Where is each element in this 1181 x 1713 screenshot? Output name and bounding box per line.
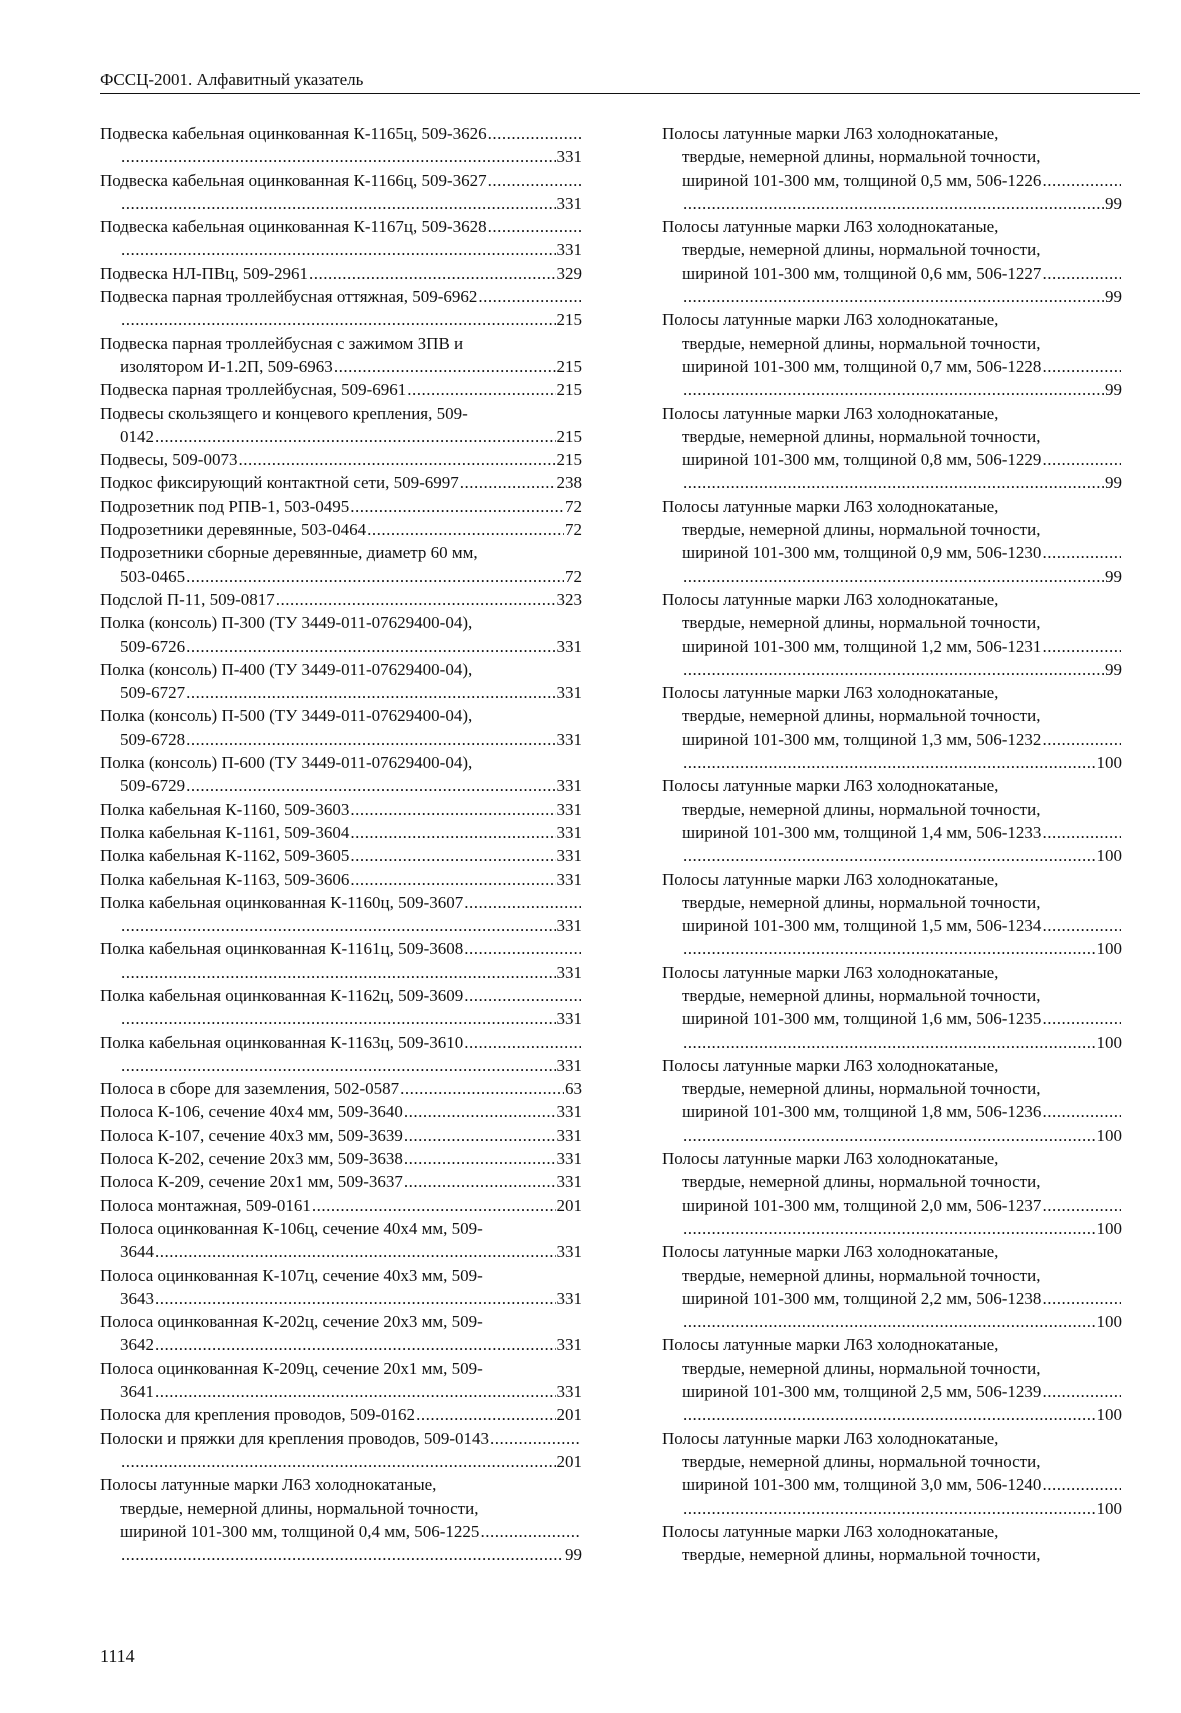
entry-text: Полка (консоль) П-500 (ТУ 3449-011-07629400-04), bbox=[100, 706, 473, 726]
index-entry bbox=[100, 1031, 582, 1078]
page-ref: 331 bbox=[556, 240, 582, 260]
leader-dots bbox=[1042, 262, 1121, 285]
entry-text: Полосы латунные марки Л63 холоднокатаные, bbox=[662, 683, 999, 703]
entry-text: шириной 101-300 мм, толщиной 0,7 мм, 506-1228 bbox=[682, 356, 1042, 376]
page-ref: 215 bbox=[556, 450, 582, 470]
entry-text: шириной 101-300 мм, толщиной 1,6 мм, 506-1235 bbox=[682, 1009, 1042, 1029]
leader-dots bbox=[488, 169, 581, 192]
entry-text: Полка кабельная К-1161, 509-3604 bbox=[100, 822, 350, 842]
leader-dots bbox=[404, 1170, 556, 1193]
index-entry bbox=[662, 495, 1122, 588]
leader-dots bbox=[683, 471, 1104, 494]
entry-text: Подвеска кабельная оцинкованная К-1166ц, 509-3627 bbox=[100, 170, 487, 190]
page-ref: 331 bbox=[556, 1149, 582, 1169]
page-ref: 331 bbox=[556, 822, 582, 842]
page-ref: 331 bbox=[556, 1125, 582, 1145]
index-entry bbox=[662, 774, 1122, 867]
entry-text: твердые, немерной длины, нормальной точности, bbox=[682, 799, 1041, 819]
index-entry bbox=[662, 681, 1122, 774]
page-ref: 331 bbox=[556, 1288, 582, 1308]
page-ref: 100 bbox=[1096, 1312, 1122, 1332]
entry-text: шириной 101-300 мм, толщиной 1,8 мм, 506-1236 bbox=[682, 1102, 1042, 1122]
page-ref: 72 bbox=[565, 496, 582, 516]
index-entry bbox=[100, 1124, 582, 1147]
entry-text: шириной 101-300 мм, толщиной 3,0 мм, 506-1240 bbox=[682, 1475, 1042, 1495]
leader-dots bbox=[683, 1217, 1096, 1240]
leader-dots bbox=[121, 914, 556, 937]
leader-dots bbox=[334, 355, 556, 378]
index-entry bbox=[100, 378, 582, 401]
index-entry bbox=[100, 1310, 582, 1357]
leader-dots bbox=[350, 868, 555, 891]
leader-dots bbox=[121, 145, 556, 168]
entry-text: шириной 101-300 мм, толщиной 2,0 мм, 506-1237 bbox=[682, 1195, 1042, 1215]
index-entry bbox=[100, 798, 582, 821]
entry-text: твердые, немерной длины, нормальной точности, bbox=[682, 1451, 1041, 1471]
leader-dots bbox=[1042, 1287, 1121, 1310]
index-entry bbox=[100, 332, 582, 379]
leader-dots bbox=[121, 192, 556, 215]
page-ref: 99 bbox=[565, 1545, 582, 1565]
leader-dots bbox=[350, 798, 555, 821]
page-ref: 99 bbox=[1105, 473, 1122, 493]
entry-text: Полосы латунные марки Л63 холоднокатаные, bbox=[662, 124, 999, 143]
page-ref: 215 bbox=[556, 310, 582, 330]
page-ref: 331 bbox=[556, 846, 582, 866]
page-number: 1114 bbox=[100, 1646, 135, 1666]
page-ref: 331 bbox=[556, 683, 582, 703]
index-entry bbox=[662, 1147, 1122, 1240]
entry-text: Подрозетники сборные деревянные, диаметр 60 мм, bbox=[100, 543, 478, 563]
page-ref: 331 bbox=[556, 1172, 582, 1192]
page-ref: 215 bbox=[556, 356, 582, 376]
leader-dots bbox=[683, 1310, 1096, 1333]
entry-text: 3644 bbox=[120, 1242, 154, 1262]
leader-dots bbox=[683, 378, 1104, 401]
index-entry bbox=[662, 1427, 1122, 1520]
leader-dots bbox=[155, 1240, 556, 1263]
leader-dots bbox=[488, 215, 581, 238]
page-ref: 331 bbox=[556, 916, 582, 936]
leader-dots bbox=[464, 984, 581, 1007]
entry-text: твердые, немерной длины, нормальной точности, bbox=[682, 1545, 1041, 1565]
index-entry bbox=[100, 169, 582, 216]
entry-text: Полосы латунные марки Л63 холоднокатаные, bbox=[662, 1242, 999, 1262]
leader-dots bbox=[1042, 1100, 1121, 1123]
leader-dots bbox=[121, 1450, 556, 1473]
entry-text: шириной 101-300 мм, толщиной 0,5 мм, 506-1226 bbox=[682, 170, 1042, 190]
page-ref: 331 bbox=[556, 1102, 582, 1122]
index-entry bbox=[100, 1264, 582, 1311]
index-entry bbox=[662, 961, 1122, 1054]
entry-text: Полосы латунные марки Л63 холоднокатаные, bbox=[662, 1055, 999, 1075]
entry-text: твердые, немерной длины, нормальной точности, bbox=[682, 1265, 1041, 1285]
entry-text: Полоса К-107, сечение 40х3 мм, 509-3639 bbox=[100, 1125, 403, 1145]
leader-dots bbox=[464, 937, 581, 960]
leader-dots bbox=[1042, 448, 1121, 471]
entry-text: шириной 101-300 мм, толщиной 2,2 мм, 506-1238 bbox=[682, 1288, 1042, 1308]
entry-text: твердые, немерной длины, нормальной точности, bbox=[682, 333, 1041, 353]
leader-dots bbox=[1042, 1380, 1121, 1403]
page-ref: 100 bbox=[1096, 1218, 1122, 1238]
page-ref: 331 bbox=[556, 776, 582, 796]
index-entry bbox=[100, 1403, 582, 1426]
index-entry bbox=[662, 1240, 1122, 1333]
index-entry bbox=[100, 704, 582, 751]
index-entry bbox=[100, 937, 582, 984]
entry-text: Полосы латунные марки Л63 холоднокатаные, bbox=[662, 1428, 999, 1448]
leader-dots bbox=[478, 285, 581, 308]
entry-text: 509-6728 bbox=[120, 729, 186, 749]
entry-text: твердые, немерной длины, нормальной точности, bbox=[682, 985, 1041, 1005]
index-entry bbox=[100, 1217, 582, 1264]
entry-text: твердые, немерной длины, нормальной точности, bbox=[682, 892, 1041, 912]
leader-dots bbox=[683, 1403, 1096, 1426]
entry-text: шириной 101-300 мм, толщиной 0,9 мм, 506-1230 bbox=[682, 543, 1042, 563]
index-entry bbox=[662, 402, 1122, 495]
page-ref: 201 bbox=[556, 1195, 582, 1215]
page-ref: 331 bbox=[556, 193, 582, 213]
entry-text: шириной 101-300 мм, толщиной 0,4 мм, 506-1225 bbox=[120, 1521, 480, 1541]
entry-text: Полоски и пряжки для крепления проводов, 509-0143 bbox=[100, 1428, 489, 1448]
page-ref: 100 bbox=[1096, 939, 1122, 959]
index-entry bbox=[662, 1520, 1122, 1567]
header-rule bbox=[100, 93, 1140, 94]
page-ref: 72 bbox=[565, 520, 582, 540]
entry-text: твердые, немерной длины, нормальной точности, bbox=[682, 520, 1041, 540]
entry-text: шириной 101-300 мм, толщиной 1,4 мм, 506-1233 bbox=[682, 822, 1042, 842]
entry-text: Полосы латунные марки Л63 холоднокатаные, bbox=[662, 496, 999, 516]
entry-text: Подрозетник под РПВ-1, 503-0495 bbox=[100, 496, 350, 516]
leader-dots bbox=[1042, 728, 1121, 751]
index-column-right bbox=[662, 122, 1122, 1566]
entry-text: Полка (консоль) П-300 (ТУ 3449-011-07629400-04), bbox=[100, 613, 473, 633]
entry-text: 509-6726 bbox=[120, 636, 186, 656]
entry-text: шириной 101-300 мм, толщиной 1,2 мм, 506-1231 bbox=[682, 636, 1042, 656]
entry-text: Полосы латунные марки Л63 холоднокатаные, bbox=[662, 776, 999, 796]
running-header: ФССЦ-2001. Алфавитный указатель bbox=[100, 70, 364, 89]
page-ref: 100 bbox=[1096, 1405, 1122, 1425]
leader-dots bbox=[683, 192, 1104, 215]
entry-text: Полосы латунные марки Л63 холоднокатаные, bbox=[100, 1475, 437, 1495]
leader-dots bbox=[1042, 1473, 1121, 1496]
leader-dots bbox=[238, 448, 555, 471]
leader-dots bbox=[404, 1147, 556, 1170]
leader-dots bbox=[460, 471, 556, 494]
entry-text: Подкос фиксирующий контактной сети, 509-6997 bbox=[100, 473, 459, 493]
page-ref: 100 bbox=[1096, 753, 1122, 773]
entry-text: изолятором И-1.2П, 509-6963 bbox=[120, 356, 333, 376]
leader-dots bbox=[186, 774, 555, 797]
leader-dots bbox=[121, 238, 556, 261]
page-ref: 100 bbox=[1096, 1498, 1122, 1518]
page-ref: 331 bbox=[556, 147, 582, 167]
entry-text: Полоска для крепления проводов, 509-0162 bbox=[100, 1405, 416, 1425]
entry-text: Полоса оцинкованная К-209ц, сечение 20х1 мм, 509- bbox=[100, 1358, 483, 1378]
entry-text: Подвеска кабельная оцинкованная К-1165ц, 509-3626 bbox=[100, 124, 487, 143]
leader-dots bbox=[121, 1007, 556, 1030]
index-entry bbox=[100, 215, 582, 262]
leader-dots bbox=[683, 1031, 1096, 1054]
entry-text: Полосы латунные марки Л63 холоднокатаные, bbox=[662, 1335, 999, 1355]
entry-text: твердые, немерной длины, нормальной точности, bbox=[682, 426, 1041, 446]
page-ref: 215 bbox=[556, 380, 582, 400]
entry-text: Полоса оцинкованная К-107ц, сечение 40х3 мм, 509- bbox=[100, 1265, 483, 1285]
entry-text: Подвесы, 509-0073 bbox=[100, 450, 238, 470]
leader-dots bbox=[683, 658, 1104, 681]
index-entry bbox=[100, 495, 582, 518]
leader-dots bbox=[155, 1333, 556, 1356]
leader-dots bbox=[480, 1520, 581, 1543]
entry-text: Полка (консоль) П-400 (ТУ 3449-011-07629400-04), bbox=[100, 659, 473, 679]
page-ref: 215 bbox=[556, 426, 582, 446]
entry-text: шириной 101-300 мм, толщиной 2,5 мм, 506-1239 bbox=[682, 1382, 1042, 1402]
index-entry bbox=[662, 122, 1122, 215]
entry-text: Полка кабельная оцинкованная К-1160ц, 509-3607 bbox=[100, 892, 464, 912]
entry-text: твердые, немерной длины, нормальной точности, bbox=[682, 1358, 1041, 1378]
index-entry bbox=[100, 751, 582, 798]
entry-text: 509-6729 bbox=[120, 776, 186, 796]
entry-text: Полка кабельная К-1163, 509-3606 bbox=[100, 869, 350, 889]
entry-text: Полосы латунные марки Л63 холоднокатаные, bbox=[662, 589, 999, 609]
index-entry bbox=[100, 984, 582, 1031]
entry-text: Полка кабельная оцинкованная К-1163ц, 509-3610 bbox=[100, 1032, 464, 1052]
entry-text: Подвесы скользящего и концевого крепления, 509- bbox=[100, 403, 468, 423]
entry-text: Полоса оцинкованная К-106ц, сечение 40х4 мм, 509- bbox=[100, 1218, 483, 1238]
page-ref: 99 bbox=[1105, 287, 1122, 307]
index-entry bbox=[100, 285, 582, 332]
leader-dots bbox=[416, 1403, 555, 1426]
entry-text: шириной 101-300 мм, толщиной 1,5 мм, 506-1234 bbox=[682, 916, 1042, 936]
leader-dots bbox=[350, 821, 555, 844]
entry-text: Полосы латунные марки Л63 холоднокатаные, bbox=[662, 1521, 999, 1541]
entry-text: Полоса К-209, сечение 20х1 мм, 509-3637 bbox=[100, 1172, 403, 1192]
index-entry bbox=[100, 1147, 582, 1170]
index-entry bbox=[100, 262, 582, 285]
entry-text: 3641 bbox=[120, 1382, 154, 1402]
page-ref: 201 bbox=[556, 1451, 582, 1471]
entry-text: Полоса в сборе для заземления, 502-0587 bbox=[100, 1079, 400, 1099]
entry-text: шириной 101-300 мм, толщиной 0,8 мм, 506-1229 bbox=[682, 450, 1042, 470]
page-ref: 329 bbox=[556, 263, 582, 283]
leader-dots bbox=[155, 1380, 556, 1403]
entry-text: 0142 bbox=[120, 426, 154, 446]
entry-text: Полосы латунные марки Л63 холоднокатаные, bbox=[662, 310, 999, 330]
page-ref: 331 bbox=[556, 962, 582, 982]
index-entry bbox=[100, 1100, 582, 1123]
leader-dots bbox=[683, 565, 1104, 588]
leader-dots bbox=[1042, 541, 1121, 564]
page-ref: 331 bbox=[556, 1055, 582, 1075]
leader-dots bbox=[1042, 635, 1121, 658]
index-entry bbox=[100, 658, 582, 705]
page-ref: 331 bbox=[556, 1009, 582, 1029]
entry-text: твердые, немерной длины, нормальной точности, bbox=[682, 613, 1041, 633]
page-ref: 331 bbox=[556, 1382, 582, 1402]
entry-text: твердые, немерной длины, нормальной точности, bbox=[682, 1172, 1041, 1192]
leader-dots bbox=[1042, 169, 1121, 192]
index-entry bbox=[100, 588, 582, 611]
index-entry bbox=[100, 541, 582, 588]
leader-dots bbox=[155, 425, 556, 448]
index-entry bbox=[662, 868, 1122, 961]
leader-dots bbox=[400, 1077, 564, 1100]
page-ref: 331 bbox=[556, 1242, 582, 1262]
entry-text: Полоса К-202, сечение 20х3 мм, 509-3638 bbox=[100, 1149, 403, 1169]
index-entry bbox=[662, 1333, 1122, 1426]
page-ref: 331 bbox=[556, 636, 582, 656]
leader-dots bbox=[683, 751, 1096, 774]
leader-dots bbox=[464, 1031, 581, 1054]
index-entry bbox=[100, 611, 582, 658]
index-column-left bbox=[100, 122, 582, 1566]
page-ref: 201 bbox=[556, 1405, 582, 1425]
leader-dots bbox=[1042, 355, 1121, 378]
entry-text: Подвеска парная троллейбусная с зажимом ЗПВ и bbox=[100, 333, 464, 353]
index-entry bbox=[100, 1194, 582, 1217]
index-entry bbox=[100, 1077, 582, 1100]
leader-dots bbox=[683, 1497, 1096, 1520]
leader-dots bbox=[404, 1124, 556, 1147]
page-ref: 331 bbox=[556, 1335, 582, 1355]
leader-dots bbox=[490, 1427, 581, 1450]
entry-text: твердые, немерной длины, нормальной точности, bbox=[682, 1079, 1041, 1099]
index-entry bbox=[100, 1427, 582, 1474]
page-ref: 331 bbox=[556, 869, 582, 889]
leader-dots bbox=[121, 308, 556, 331]
entry-text: твердые, немерной длины, нормальной точности, bbox=[682, 147, 1041, 167]
page-ref: 331 bbox=[556, 799, 582, 819]
entry-text: Полка кабельная К-1162, 509-3605 bbox=[100, 846, 350, 866]
index-entry bbox=[100, 1473, 582, 1566]
leader-dots bbox=[407, 378, 555, 401]
entry-text: Полка (консоль) П-600 (ТУ 3449-011-07629400-04), bbox=[100, 753, 473, 773]
leader-dots bbox=[186, 565, 564, 588]
leader-dots bbox=[155, 1287, 556, 1310]
leader-dots bbox=[186, 728, 555, 751]
index-entry bbox=[100, 1170, 582, 1193]
leader-dots bbox=[1042, 1007, 1121, 1030]
page-ref: 238 bbox=[556, 473, 582, 493]
leader-dots bbox=[121, 1054, 556, 1077]
index-entry bbox=[100, 821, 582, 844]
leader-dots bbox=[1042, 914, 1121, 937]
index-entry bbox=[662, 215, 1122, 308]
index-entry bbox=[662, 1054, 1122, 1147]
leader-dots bbox=[1042, 821, 1121, 844]
leader-dots bbox=[309, 262, 555, 285]
leader-dots bbox=[350, 844, 555, 867]
leader-dots bbox=[186, 681, 555, 704]
leader-dots bbox=[683, 844, 1096, 867]
index-entry bbox=[100, 471, 582, 494]
entry-text: Подслой П-11, 509-0817 bbox=[100, 589, 275, 609]
index-entry bbox=[662, 588, 1122, 681]
leader-dots bbox=[121, 1543, 564, 1566]
leader-dots bbox=[276, 588, 556, 611]
leader-dots bbox=[683, 937, 1096, 960]
entry-text: Полосы латунные марки Л63 холоднокатаные, bbox=[662, 217, 999, 237]
page-ref: 99 bbox=[1105, 193, 1122, 213]
page-ref: 331 bbox=[556, 729, 582, 749]
entry-text: 3642 bbox=[120, 1335, 154, 1355]
index-entry bbox=[100, 402, 582, 449]
leader-dots bbox=[350, 495, 564, 518]
entry-text: Подвеска парная троллейбусная, 509-6961 bbox=[100, 380, 407, 400]
leader-dots bbox=[404, 1100, 556, 1123]
leader-dots bbox=[464, 891, 581, 914]
index-entry bbox=[100, 891, 582, 938]
entry-text: Полоса К-106, сечение 40х4 мм, 509-3640 bbox=[100, 1102, 403, 1122]
entry-text: твердые, немерной длины, нормальной точности, bbox=[682, 706, 1041, 726]
page-ref: 100 bbox=[1096, 846, 1122, 866]
entry-text: Полоса монтажная, 509-0161 bbox=[100, 1195, 311, 1215]
index-entry bbox=[100, 518, 582, 541]
entry-text: Полка кабельная К-1160, 509-3603 bbox=[100, 799, 350, 819]
index-entry bbox=[100, 122, 582, 169]
index-entry bbox=[100, 844, 582, 867]
page-ref: 100 bbox=[1096, 1032, 1122, 1052]
entry-text: Полосы латунные марки Л63 холоднокатаные, bbox=[662, 869, 999, 889]
index-entry bbox=[662, 308, 1122, 401]
index-entry bbox=[100, 1357, 582, 1404]
leader-dots bbox=[186, 635, 555, 658]
page-ref: 99 bbox=[1105, 566, 1122, 586]
entry-text: Подвеска парная троллейбусная оттяжная, 509-6962 bbox=[100, 287, 478, 307]
index-entry bbox=[100, 448, 582, 471]
page-ref: 63 bbox=[565, 1079, 582, 1099]
entry-text: 3643 bbox=[120, 1288, 154, 1308]
entry-text: твердые, немерной длины, нормальной точности, bbox=[682, 240, 1041, 260]
entry-text: Подвеска НЛ-ПВц, 509-2961 bbox=[100, 263, 309, 283]
entry-text: Полка кабельная оцинкованная К-1162ц, 509-3609 bbox=[100, 985, 464, 1005]
entry-text: шириной 101-300 мм, толщиной 1,3 мм, 506-1232 bbox=[682, 729, 1042, 749]
leader-dots bbox=[488, 122, 581, 145]
page-ref: 72 bbox=[565, 566, 582, 586]
entry-text: Полосы латунные марки Л63 холоднокатаные, bbox=[662, 962, 999, 982]
page-ref: 99 bbox=[1105, 659, 1122, 679]
leader-dots bbox=[367, 518, 564, 541]
leader-dots bbox=[1042, 1194, 1121, 1217]
entry-text: Полоса оцинкованная К-202ц, сечение 20х3 мм, 509- bbox=[100, 1312, 483, 1332]
index-entry bbox=[100, 868, 582, 891]
entry-text: 509-6727 bbox=[120, 683, 186, 703]
page-ref: 323 bbox=[556, 589, 582, 609]
entry-text: Подвеска кабельная оцинкованная К-1167ц, 509-3628 bbox=[100, 217, 487, 237]
entry-text: твердые, немерной длины, нормальной точности, bbox=[120, 1498, 479, 1518]
page-ref: 100 bbox=[1096, 1125, 1122, 1145]
entry-text: Полосы латунные марки Л63 холоднокатаные, bbox=[662, 403, 999, 423]
entry-text: Полосы латунные марки Л63 холоднокатаные, bbox=[662, 1149, 999, 1169]
page-ref: 99 bbox=[1105, 380, 1122, 400]
leader-dots bbox=[683, 285, 1104, 308]
entry-text: 503-0465 bbox=[120, 566, 186, 586]
entry-text: шириной 101-300 мм, толщиной 0,6 мм, 506-1227 bbox=[682, 263, 1042, 283]
leader-dots bbox=[121, 961, 556, 984]
entry-text: Полка кабельная оцинкованная К-1161ц, 509-3608 bbox=[100, 939, 464, 959]
leader-dots bbox=[312, 1194, 556, 1217]
entry-text: Подрозетники деревянные, 503-0464 bbox=[100, 520, 367, 540]
leader-dots bbox=[683, 1124, 1096, 1147]
